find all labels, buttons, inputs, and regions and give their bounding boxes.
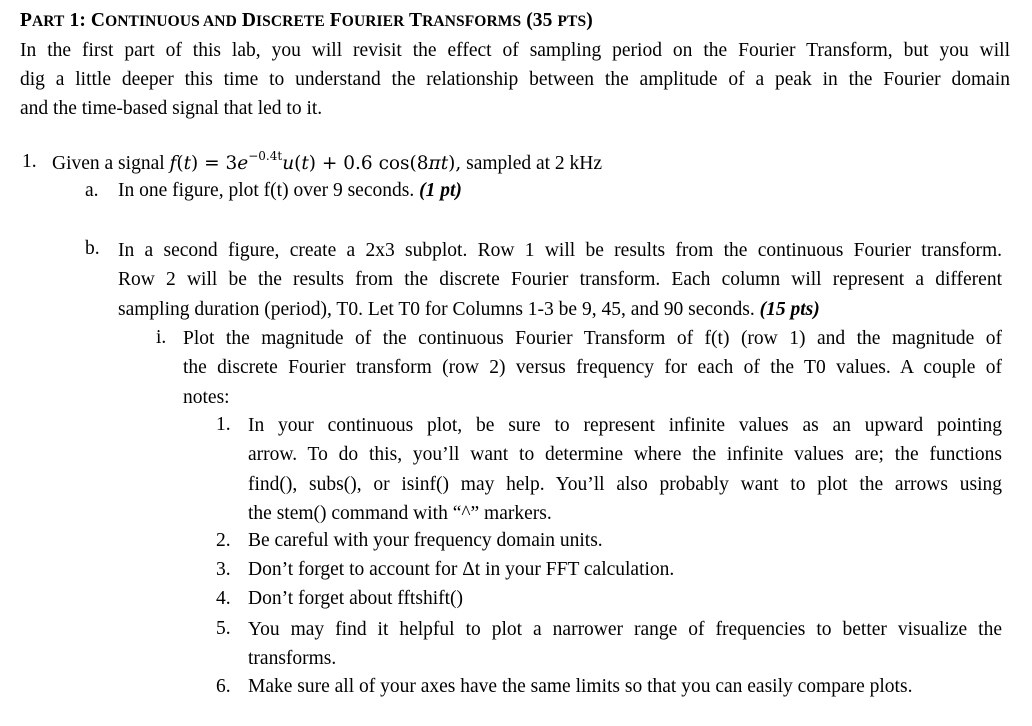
heading-part: D (236, 10, 257, 31)
note-line: transforms. (248, 648, 337, 670)
subquestion-a-text (118, 180, 462, 202)
intro-line: In the first part of this lab, you will revisit the effect of sampling period on the Fourier Transform, but you will (20, 40, 1010, 61)
question-number: 1. (22, 151, 37, 172)
intro-paragraph (20, 36, 1010, 123)
points-label: (15 pts) (759, 298, 820, 320)
math-symbol: u (282, 153, 295, 175)
math-symbol: ( (176, 153, 184, 175)
roman-numeral: i. (156, 327, 167, 348)
heading-part: ONTINUOUS AND (105, 13, 237, 30)
heading-part: RANSFORMS (422, 13, 522, 30)
note-line: arrow. To do this, you’ll want to determine where the infinite values are; the functions (248, 444, 1002, 466)
note-1-text (248, 411, 1002, 528)
math-symbol: t (301, 153, 309, 175)
note-3-text: Don’t forget to account for Δt in your FFT calculation. (248, 559, 675, 580)
section-heading (20, 10, 593, 32)
subquestion-line: In a second figure, create a 2x3 subplot. Row 1 will be results from the continuous Fourier transform. (118, 240, 1002, 261)
subquestion-letter: b. (85, 238, 100, 259)
heading-part: 1: C (64, 10, 106, 31)
signal-equation (169, 149, 462, 175)
note-number: 4. (216, 588, 231, 609)
note-number: 6. (216, 676, 231, 697)
question-suffix: sampled at 2 kHz (461, 153, 603, 175)
note-5-text (248, 615, 1002, 674)
subquestion-text: In one figure, plot f(t) over 9 seconds. (118, 180, 420, 201)
points-label: (1 pt) (419, 180, 462, 201)
note-number: 5. (216, 618, 231, 639)
heading-part: (35 (521, 10, 558, 31)
note-line: the stem() command with “^” markers. (248, 502, 552, 524)
note-line: In your continuous plot, be sure to represent infinite values as an upward pointing (248, 415, 1002, 436)
math-symbol: f (169, 153, 177, 175)
note-number: 3. (216, 559, 231, 580)
math-symbol: ) + 0.6 cos(8 (308, 153, 429, 175)
heading-part: T (404, 10, 423, 31)
note-number: 2. (216, 530, 231, 551)
note-number: 1. (216, 414, 231, 435)
heading-part: PTS (557, 13, 587, 30)
subquestion-letter: a. (85, 180, 99, 201)
heading-part: ISCRETE (256, 13, 325, 30)
math-symbol: ), (448, 153, 462, 175)
math-symbol: ( (294, 153, 302, 175)
subquestion-b-text (118, 236, 1002, 324)
item-line: Plot the magnitude of the continuous Fourier Transform of f(t) (row 1) and the magnitude of (183, 328, 1002, 349)
note-2-text: Be careful with your frequency domain units. (248, 530, 603, 551)
note-line: find(), subs(), or isinf() may help. You’ll also probably want to plot the arrows using (248, 473, 1002, 495)
heading-part: OURIER (341, 13, 405, 30)
note-line: You may find it helpful to plot a narrower range of frequencies to better visualize the (248, 619, 1002, 640)
heading-part: ART (32, 13, 65, 30)
math-symbol: t (183, 153, 192, 175)
intro-line: dig a little deeper this time to understand the relationship between the amplitude of a peak in the Fourier domain (20, 69, 1010, 90)
math-symbol: e (237, 153, 249, 175)
math-symbol: ) = 3 (191, 153, 238, 175)
subquestion-line: Row 2 will be the results from the discrete Fourier transform. Each column will represent a different (118, 269, 1002, 291)
note-4-text: Don’t forget about fftshift() (248, 588, 464, 609)
question-1-text (52, 151, 602, 175)
question-prefix: Given a signal (52, 153, 170, 175)
note-6-text: Make sure all of your axes have the same limits so that you can easily compare plots. (248, 676, 913, 697)
intro-line: and the time-based signal that led to it. (20, 98, 323, 119)
math-symbol: πt (428, 153, 449, 175)
heading-part: F (324, 10, 342, 31)
heading-part: ) (586, 10, 593, 31)
item-line: notes: (183, 386, 230, 408)
item-i-text (183, 324, 1002, 412)
heading-part: P (20, 10, 33, 31)
math-exponent: −0.4t (248, 149, 283, 163)
subquestion-line: sampling duration (period), T0. Let T0 for Columns 1-3 be 9, 45, and 90 seconds. (118, 298, 760, 320)
item-line: the discrete Fourier transform (row 2) versus frequency for each of the T0 values. A couple of (183, 357, 1002, 379)
